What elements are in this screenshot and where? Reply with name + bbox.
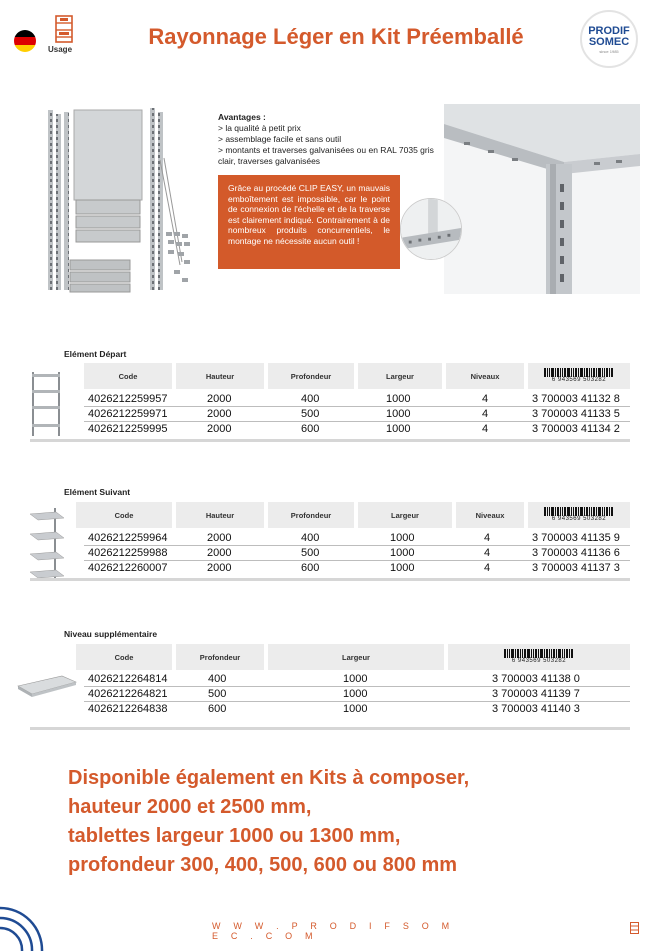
col-header-profondeur: Profondeur bbox=[268, 502, 354, 528]
advantage-item: > assemblage facile et sans outil bbox=[218, 134, 342, 144]
table-cell: 1000 bbox=[386, 393, 411, 405]
table-cell: 4026212264814 bbox=[88, 673, 168, 685]
table-cell: 3 700003 41139 7 bbox=[492, 688, 580, 700]
extra-level-thumbnail bbox=[14, 672, 80, 698]
table-cell: 400 bbox=[301, 393, 320, 405]
advantages-heading: Avantages : bbox=[218, 112, 266, 122]
table-cell: 3 700003 41136 6 bbox=[532, 547, 620, 559]
table-cell: 500 bbox=[208, 688, 227, 700]
col-header-barcode bbox=[448, 644, 630, 670]
table-cell: 4026212260007 bbox=[88, 562, 168, 574]
advantage-item: > montants et traverses galvanisées ou en RAL 7035 gris clair, traverses galvanisées bbox=[218, 145, 434, 166]
usage-label: Usage bbox=[48, 45, 73, 54]
table-cell: 4 bbox=[482, 423, 489, 435]
barcode-number: 6 943569 503282 bbox=[551, 377, 607, 383]
website-link[interactable]: W W W . P R O D I F S O M E C . C O M bbox=[212, 921, 455, 941]
table-cell: 1000 bbox=[390, 562, 415, 574]
logo-line-1: PRODIF bbox=[588, 25, 630, 37]
promo-line: Disponible également en Kits à composer, bbox=[68, 767, 470, 789]
table-cell: 4 bbox=[484, 532, 491, 544]
table-cell: 4 bbox=[482, 408, 489, 420]
promo-text bbox=[68, 764, 628, 880]
table-cell: 1000 bbox=[390, 532, 415, 544]
col-header-code: Code bbox=[84, 363, 172, 389]
col-header-barcode bbox=[528, 502, 630, 528]
table-cell: 600 bbox=[301, 562, 320, 574]
table-cell: 4026212259971 bbox=[88, 408, 168, 420]
table-cell: 600 bbox=[208, 703, 227, 715]
barcode-icon bbox=[504, 649, 574, 658]
table-cell: 1000 bbox=[390, 547, 415, 559]
clip-easy-info-box: Grâce au procédé CLIP EASY, un mauvais emboîtement est impossible, car le point de connexion de l'échelle et de la traverse est clairement indiqué. Contrairement à de nombreux produits concurrentiels, le montage ne nécessite aucun outil ! bbox=[218, 175, 400, 269]
section-title-depart: Elément Départ bbox=[64, 349, 127, 359]
barcode-icon bbox=[544, 507, 614, 516]
section-divider bbox=[30, 578, 630, 581]
shelf-usage-icon bbox=[54, 14, 74, 44]
table-cell: 3 700003 41132 8 bbox=[532, 393, 620, 405]
col-header-largeur: Largeur bbox=[358, 502, 452, 528]
col-header-barcode bbox=[528, 363, 630, 389]
advantages-block bbox=[218, 112, 436, 167]
table-cell: 2000 bbox=[207, 532, 232, 544]
shelving-kit-photo bbox=[30, 100, 210, 300]
logo-line-3: since 1985 bbox=[599, 49, 619, 54]
promo-line: tablettes largeur 1000 ou 1300 mm, bbox=[68, 825, 401, 847]
advantage-item: > la qualité à petit prix bbox=[218, 123, 301, 133]
table-cell: 3 700003 41137 3 bbox=[532, 562, 620, 574]
table-cell: 4 bbox=[484, 547, 491, 559]
table-cell: 2000 bbox=[207, 423, 232, 435]
table-cell: 3 700003 41134 2 bbox=[532, 423, 620, 435]
table-cell: 4026212264821 bbox=[88, 688, 168, 700]
table-cell: 4026212259995 bbox=[88, 423, 168, 435]
table-cell: 4026212259988 bbox=[88, 547, 168, 559]
shelf-mini-icon bbox=[630, 922, 639, 934]
clip-zoom-photo bbox=[400, 198, 462, 260]
table-cell: 1000 bbox=[386, 423, 411, 435]
table-cell: 1000 bbox=[343, 688, 368, 700]
col-header-hauteur: Hauteur bbox=[176, 502, 264, 528]
table-cell: 1000 bbox=[343, 703, 368, 715]
table-cell: 1000 bbox=[386, 408, 411, 420]
table-cell: 400 bbox=[301, 532, 320, 544]
starter-unit-thumbnail bbox=[26, 368, 66, 438]
table-cell: 1000 bbox=[343, 673, 368, 685]
section-divider bbox=[30, 439, 630, 442]
table-cell: 4026212259964 bbox=[88, 532, 168, 544]
barcode-number: 6 943569 503282 bbox=[551, 516, 607, 522]
col-header-niveaux: Niveaux bbox=[446, 363, 524, 389]
table-cell: 4 bbox=[484, 562, 491, 574]
table-cell: 2000 bbox=[207, 393, 232, 405]
col-header-code: Code bbox=[76, 502, 172, 528]
decorative-arcs-icon bbox=[0, 900, 60, 951]
table-cell: 2000 bbox=[207, 547, 232, 559]
col-header-profondeur: Profondeur bbox=[268, 363, 354, 389]
barcode-icon bbox=[544, 368, 614, 377]
promo-line: profondeur 300, 400, 500, 600 ou 800 mm bbox=[68, 854, 458, 876]
col-header-largeur: Largeur bbox=[358, 363, 442, 389]
table-cell: 2000 bbox=[207, 562, 232, 574]
prodif-somec-logo bbox=[580, 10, 638, 68]
table-cell: 3 700003 41140 3 bbox=[492, 703, 580, 715]
table-cell: 4026212264838 bbox=[88, 703, 168, 715]
col-header-profondeur: Profondeur bbox=[176, 644, 264, 670]
germany-flag-icon bbox=[14, 30, 36, 52]
table-cell: 500 bbox=[301, 408, 320, 420]
clip-detail-photo bbox=[444, 104, 640, 294]
page-title: Rayonnage Léger en Kit Préemballé bbox=[148, 24, 524, 49]
table-cell: 3 700003 41135 9 bbox=[532, 532, 620, 544]
table-cell: 500 bbox=[301, 547, 320, 559]
add-on-unit-thumbnail bbox=[24, 504, 70, 580]
table-cell: 400 bbox=[208, 673, 227, 685]
col-header-largeur: Largeur bbox=[268, 644, 444, 670]
logo-line-2: SOMEC bbox=[588, 36, 630, 48]
section-title-suivant: Elément Suivant bbox=[64, 487, 131, 497]
table-cell: 4026212259957 bbox=[88, 393, 168, 405]
col-header-niveaux: Niveaux bbox=[456, 502, 524, 528]
section-divider bbox=[30, 727, 630, 730]
table-cell: 4 bbox=[482, 393, 489, 405]
table-cell: 3 700003 41138 0 bbox=[492, 673, 580, 685]
table-cell: 2000 bbox=[207, 408, 232, 420]
table-cell: 3 700003 41133 5 bbox=[532, 408, 620, 420]
col-header-hauteur: Hauteur bbox=[176, 363, 264, 389]
promo-line: hauteur 2000 et 2500 mm, bbox=[68, 796, 312, 818]
table-cell: 600 bbox=[301, 423, 320, 435]
barcode-number: 6 943569 503282 bbox=[511, 658, 567, 664]
col-header-code: Code bbox=[76, 644, 172, 670]
section-title-niveau: Niveau supplémentaire bbox=[64, 629, 158, 639]
